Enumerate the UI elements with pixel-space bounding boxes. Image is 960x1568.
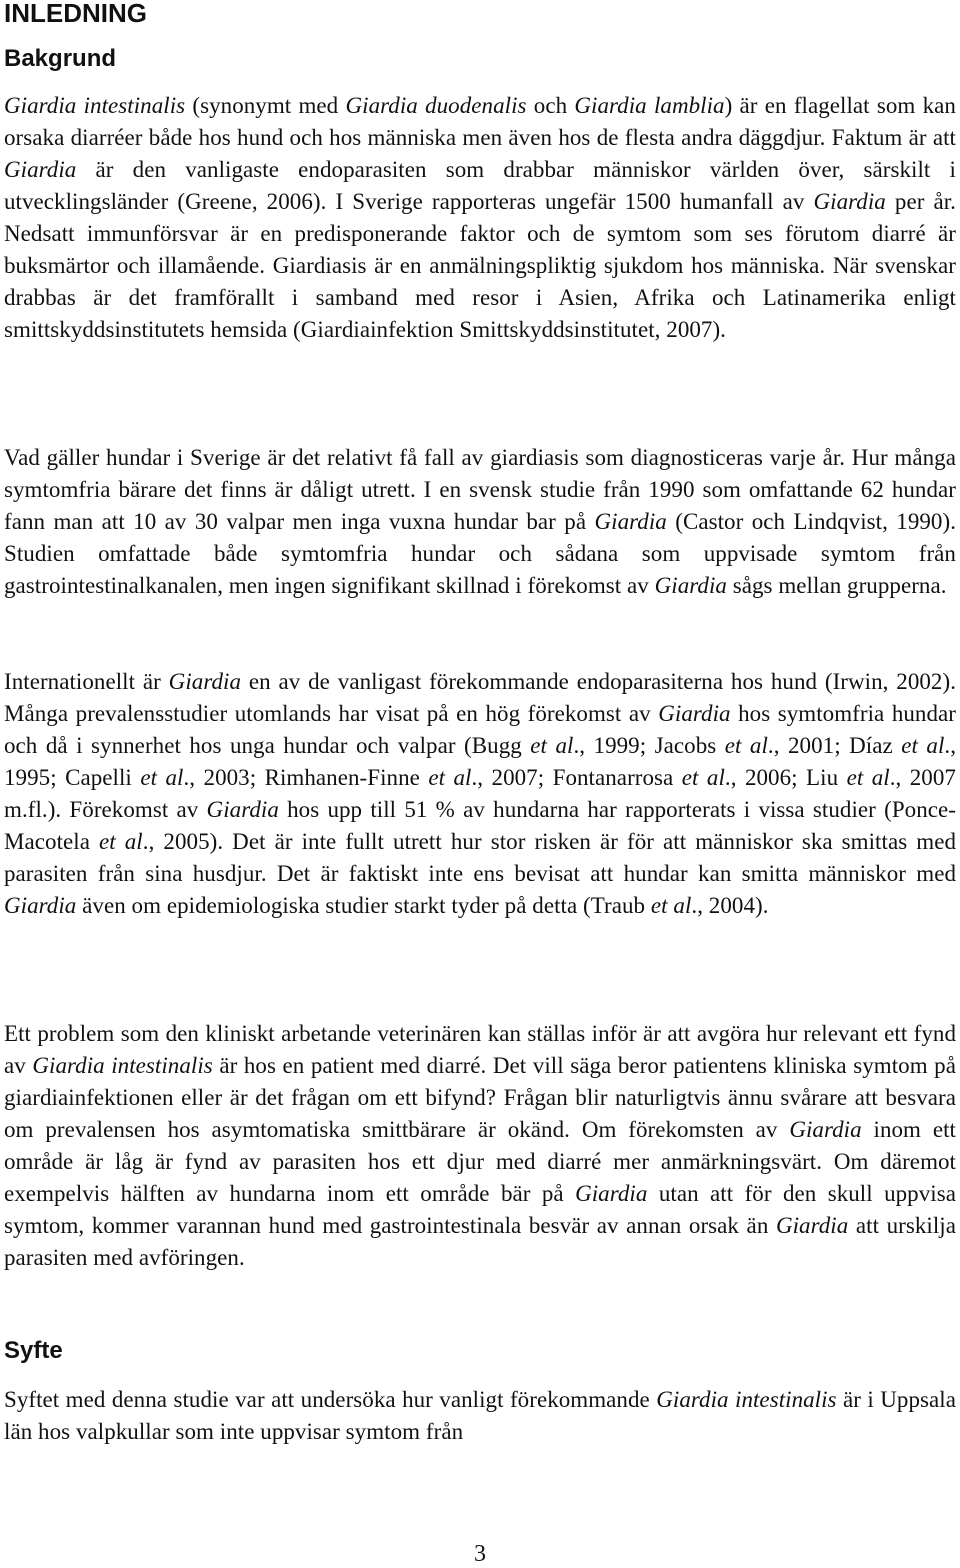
paragraph-bakgrund-1 — [4, 90, 956, 346]
text-run: (Castor och Lindqvist, 1990). Studien omfattade både symtomfria hundar och sådana som uppvisade symtom från gastrointestinalkanalen, men ingen signifikant skillnad i förekomst av — [4, 509, 956, 598]
italic-text-run: et al — [99, 829, 143, 854]
section-heading-syfte: Syfte — [4, 1337, 63, 1364]
italic-text-run: et al — [901, 733, 945, 758]
text-run: ., 1995; Capelli — [4, 733, 956, 790]
italic-text-run: Giardia — [654, 573, 727, 598]
text-run: ., 2001; Díaz — [767, 733, 902, 758]
italic-text-run: Giardia intestinalis — [32, 1053, 213, 1078]
text-run: (synonymt med — [185, 93, 346, 118]
section-heading-bakgrund: Bakgrund — [4, 45, 117, 72]
text-run: är i Uppsala län hos valpkullar som inte uppvisar symtom från — [4, 1387, 956, 1444]
text-run: Vad gäller hundar i Sverige är det relativt få fall av giardiasis som diagnosticeras varje år. Hur många symtomfria bärare det finns är dåligt utrett. I en svensk studie från 1990 som omfattande 62 hundar fann man att 10 av 30 valpar men inga vuxna hundar bar på — [4, 445, 956, 534]
text-run: hos upp till 51 % av hundarna har rapporterats i vissa studier (Ponce-Macotela — [4, 797, 956, 854]
italic-text-run: et al — [428, 765, 472, 790]
text-run: per år. Nedsatt immunförsvar är en predisponerande faktor och de symtom som ses förutom diarré är buksmärtor och illamående. Giardiasis är en anmälningspliktig sjukdom hos människa. När svenskar drabbas är det framförallt i samband med resor i Asien, Afrika och Latinamerika enligt smittskyddsinstitutets hemsida (Giardiainfektion Smittskyddsinstitutet, 2007). — [4, 189, 956, 342]
paragraph-syfte-1 — [4, 1384, 956, 1448]
italic-text-run: Giardia — [168, 669, 242, 694]
text-run: att urskilja parasiten med avföringen. — [4, 1213, 956, 1270]
italic-text-run: Giardia — [206, 797, 279, 822]
chapter-heading: INLEDNING — [4, 0, 147, 28]
text-run: ., 2003; Rimhanen-Finne — [183, 765, 429, 790]
text-run: ., 2007; Fontanarrosa — [471, 765, 682, 790]
text-run: Internationellt är — [4, 669, 169, 694]
italic-text-run: Giardia — [813, 189, 886, 214]
text-run: och — [526, 93, 575, 118]
paragraph-bakgrund-2 — [4, 442, 956, 602]
italic-text-run: et al — [140, 765, 184, 790]
paragraph-bakgrund-4 — [4, 1018, 956, 1274]
italic-text-run: et al — [846, 765, 890, 790]
italic-text-run: Giardia — [658, 701, 731, 726]
italic-text-run: et al — [681, 765, 725, 790]
text-run: utan att för den skull uppvisa symtom, kommer varannan hund med gastrointestinala besvär av annan orsak än — [4, 1181, 956, 1238]
text-run: Ett problem som den kliniskt arbetande veterinären kan ställas inför är att avgöra hur relevant ett fynd av — [4, 1021, 956, 1078]
text-run: hos symtomfria hundar och då i synnerhet hos unga hundar och valpar (Bugg — [4, 701, 956, 758]
italic-text-run: Giardia — [789, 1117, 862, 1142]
text-run: Syftet med denna studie var att undersöka hur vanligt förekommande — [4, 1387, 657, 1412]
text-run: ., 2006; Liu — [724, 765, 847, 790]
paragraph-bakgrund-3 — [4, 666, 956, 922]
italic-text-run: et al — [530, 733, 574, 758]
text-run: ., 1999; Jacobs — [573, 733, 725, 758]
italic-text-run: Giardia intestinalis — [656, 1387, 837, 1412]
text-run: en av de vanligast förekommande endoparasiterna hos hund (Irwin, 2002). Många prevalensstudier utomlands har visat på en hög förekomst av — [4, 669, 956, 726]
text-run: ., 2004). — [691, 893, 769, 918]
italic-text-run: Giardia — [575, 1181, 648, 1206]
text-run: ) är en flagellat som kan orsaka diarréer både hos hund och hos människa men även hos de flesta andra däggdjur. Faktum är att — [4, 93, 956, 150]
italic-text-run: et al — [650, 893, 692, 918]
italic-text-run: Giardia — [775, 1213, 849, 1238]
italic-text-run: Giardia intestinalis — [4, 93, 186, 118]
italic-text-run: Giardia — [594, 509, 667, 534]
text-run: är hos en patient med diarré. Det vill säga beror patientens kliniska symtom på giardiainfektionen eller är det frågan om ett bifynd? Frågan blir naturligtvis ännu svårare att besvara om prevalensen hos asymtomatiska smittbärare är okänd. Om förekomsten av — [4, 1053, 956, 1142]
text-run: ., 2007 m.fl.). Förekomst av — [4, 765, 956, 822]
italic-text-run: Giardia lamblia — [574, 93, 725, 118]
text-run: även om epidemiologiska studier starkt tyder på detta (Traub — [76, 893, 651, 918]
italic-text-run: Giardia — [4, 157, 77, 182]
text-run: är den vanligaste endoparasiten som drabbar människor världen över, särskilt i utvecklingsländer (Greene, 2006). I Sverige rapporteras ungefär 1500 humanfall av — [4, 157, 956, 214]
italic-text-run: Giardia duodenalis — [345, 93, 527, 118]
text-run: sågs mellan grupperna. — [726, 573, 947, 598]
text-run: ., 2005). Det är inte fullt utrett hur stor risken är för att människor ska smittas med parasiten från sina husdjur. Det är faktiskt inte ens bevisat att hundar kan smitta människor med — [4, 829, 956, 886]
text-run: inom ett område är låg är fynd av parasiten hos ett djur med diarré mer anmärkningsvärt. Om däremot exempelvis hälften av hundarna inom ett område bär på — [4, 1117, 956, 1206]
italic-text-run: et al — [724, 733, 768, 758]
italic-text-run: Giardia — [4, 893, 77, 918]
page-number: 3 — [474, 1541, 486, 1567]
